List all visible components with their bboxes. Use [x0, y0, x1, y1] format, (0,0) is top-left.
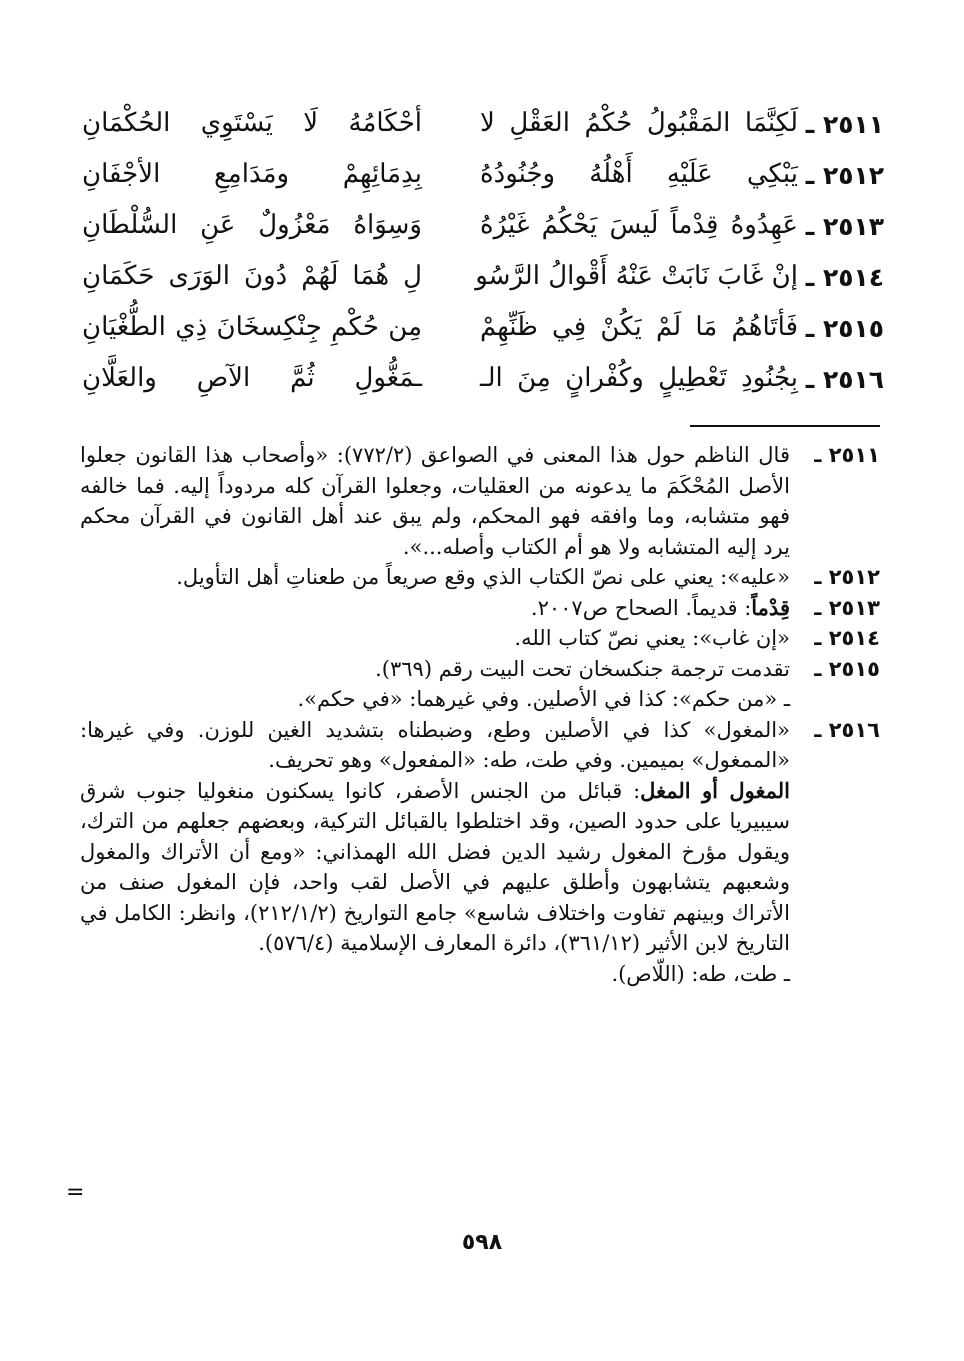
footnote	[80, 593, 880, 624]
footnote-text: «إن غاب»: يعني نصّ كتاب الله.	[514, 626, 790, 650]
footnote-text: «عليه»: يعني على نصّ الكتاب الذي وقع صريعاً من طعناتِ أهل التأويل.	[176, 565, 790, 589]
footnote	[80, 654, 880, 685]
continuation-mark: =	[66, 1180, 85, 1205]
footnote-text: : قديماً. الصحاح ص٢٠٠٧.	[530, 595, 752, 620]
verse-number: ٢٥١١ ـ	[805, 110, 884, 139]
verse-first-hemistich: فَأتَاهُمُ مَا لَمْ يَكُنْ فِي ظَنِّهِمْ	[480, 312, 798, 342]
verse-block	[82, 102, 884, 408]
footnote-text: ـ طت، طه: (اللّاص).	[611, 961, 790, 986]
verse-first-hemistich: إنْ غَابَ نَابَتْ عَنْهُ أَقْوالُ الرَّسُو	[475, 261, 798, 291]
footnote-number: ٢٥١٣ ـ	[814, 595, 880, 620]
footnote-continuation	[80, 959, 880, 990]
footnote	[80, 715, 880, 776]
verse-second-hemistich: بِدِمَائِهِمْ ومَدَامِعِ الأجْفَانِ	[82, 159, 422, 189]
verse-second-hemistich: ـمَغُّولِ ثُمَّ الآصِ والعَلَّانِ	[82, 363, 422, 393]
verse-line	[82, 306, 884, 357]
verse-number: ٢٥١٥ ـ	[805, 314, 884, 343]
footnote-number: ٢٥١٤ ـ	[814, 626, 880, 650]
footnote-number: ٢٥١٦ ـ	[814, 717, 880, 742]
verse-number: ٢٥١٤ ـ	[805, 263, 884, 292]
page-number: ٥٩٨	[461, 1230, 503, 1255]
footnote-number: ٢٥١٢ ـ	[814, 565, 880, 589]
verse-second-hemistich: أحْكَامُهُ لَا يَسْتَوِي الحُكْمَانِ	[82, 108, 422, 138]
footnote-number: ٢٥١٥ ـ	[814, 656, 880, 681]
footnote-continuation	[80, 776, 880, 959]
footnote-separator	[690, 425, 880, 427]
footnote-number: ٢٥١١ ـ	[814, 443, 880, 467]
footnote-text: ـ «من حكم»: كذا في الأصلين. وفي غيرهما: «في حكم».	[297, 687, 790, 711]
footnote	[80, 562, 880, 593]
footnote-text: قال الناظم حول هذا المعنى في الصواعق (٧٧٢/٢): «وأصحاب هذا القانون جعلوا الأصل المُحْكَمَ ما يدعونه من العقليات، وجعلوا القرآن كله مردوداً إليه. فما خالفه فهو متشابه، وما وافقه فهو المحكم، ولم يبق عند أهل القانون في القرآن محكم يرد إليه المتشابه ولا هو أم الكتاب وأصله...».	[80, 443, 790, 559]
verse-first-hemistich: بِجُنُودِ تَعْطِيلٍ وكُفْرانٍ مِنَ الـ	[480, 363, 798, 393]
footnotes	[80, 440, 880, 989]
verse-second-hemistich: وَسِوَاهُ مَعْزُولٌ عَنِ السُّلْطَانِ	[82, 210, 422, 240]
verse-number: ٢٥١٦ ـ	[805, 365, 884, 394]
verse-first-hemistich: يَبْكِي عَلَيْهِ أَهْلُهُ وجُنُودُهُ	[480, 159, 798, 189]
verse-second-hemistich: لِ هُمَا لَهُمْ دُونَ الوَرَى حَكَمَانِ	[82, 261, 422, 291]
footnote	[80, 623, 880, 654]
footnote-text: «المغول» كذا في الأصلين وطع، وضبطناه بتشديد الغين للوزن. وفي غيرها: «الممغول» بميمين. وفي طت، طه: «المفعول» وهو تحريف.	[80, 717, 790, 772]
verse-number: ٢٥١٣ ـ	[805, 212, 884, 241]
verse-line	[82, 255, 884, 306]
verse-second-hemistich: مِن حُكْمِ جِنْكِسخَانَ ذِي الطُّغْيَانِ	[82, 312, 422, 342]
verse-number: ٢٥١٢ ـ	[805, 161, 884, 190]
footnote-term: المغول أو المغل	[640, 777, 790, 803]
verse-line	[82, 204, 884, 255]
verse-line	[82, 357, 884, 408]
verse-line	[82, 102, 884, 153]
footnote-text: : قبائل من الجنس الأصفر، كانوا يسكنون منغوليا جنوب شرق سيبيريا على حدود الصين، وقد اختلطوا بالقبائل التركية، وبعضهم جعلهم من الترك، ويقول مؤرخ المغول رشيد الدين فضل الله الهمذاني: «ومع أن الأتراك والمغول وشعبهم يتشابهون وأطلق عليهم في الأصل لقب واحد، فإن المغول صنف من الأتراك وبينهم تفاوت واختلاف شاسع» جامع التواريخ (٢١٢/١/٢)، وانظر: الكامل في التاريخ لابن الأثير (٣٦١/١٢)، دائرة المعارف الإسلامية (٥٧٦/٤).	[80, 778, 790, 955]
footnote-text: تقدمت ترجمة جنكسخان تحت البيت رقم (٣٦٩).	[375, 656, 790, 681]
footnote	[80, 440, 880, 562]
verse-line	[82, 153, 884, 204]
verse-first-hemistich: لَكِنَّمَا المَقْبُولُ حُكْمُ العَقْلِ لا	[480, 108, 798, 138]
footnote-term: قِدْماً	[751, 594, 790, 620]
verse-first-hemistich: عَهِدُوهُ قِدْماً لَيسَ يَحْكُمُ غَيْرُهُ	[480, 210, 798, 240]
footnote-continuation	[80, 684, 880, 715]
